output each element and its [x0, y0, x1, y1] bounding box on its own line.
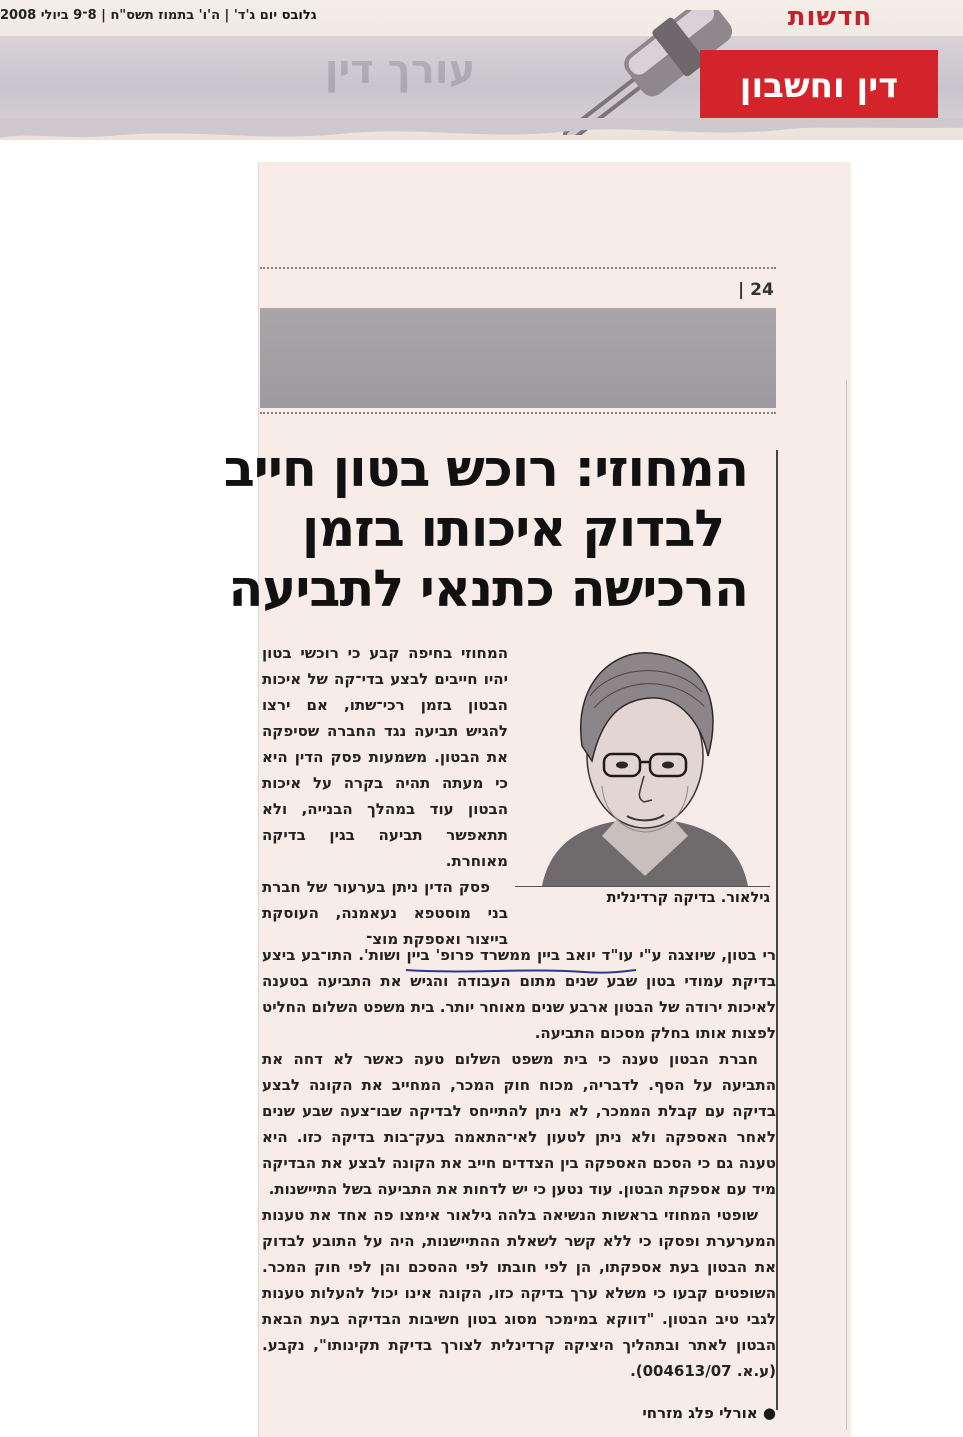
- news-label: חדשות: [787, 2, 873, 32]
- paragraph-1: המחוזי בחיפה קבע כי רוכשי בטון יהיו חייבים לבצע בדי־קה של איכות הבטון בזמן רכי־שתו, אם ירצו להגיש תביעה נגד החברה שסיפקה את הבטון. משמעות פסק הדין היא כי מעתה תהיה בקרה על איכות הבטון עוד במהלך הבנייה, ולא תתאפשר תביעה בגין בדיקה מאוחרת.: [262, 644, 508, 870]
- newspaper-header-strip: [0, 0, 963, 140]
- paper-date-line: יום ג'ד' | ה'ו' בתמוז תשס"ח | 8־9 ביולי 2008: [0, 8, 282, 23]
- paragraph-4: חברת הבטון טענה כי בית משפט השלום טעה כאשר לא דחה את התביעה על הסף. לדבריה, מכוח חוק המכר, המחייב את הקונה לבצע בדיקה עם קבלת הממכר, לא ניתן להתייחס לבדיקה שבו־צעה שבע שנים לאחר האספקה ולא ניתן לטעון לאי־התאמה בעק־בות בדיקה כזו. היא טענה גם כי הסכם האספקה בין הצדדים חייב את הקונה לבצע את הבדיקה מיד עם אספקת הבטון. עוד נטען כי יש לדחות את התביעה בשל התיישנות.: [262, 1050, 776, 1198]
- torn-edge: [0, 118, 963, 144]
- ghost-section-title: עורך דין: [324, 47, 476, 93]
- paragraph-3: רי בטון, שיוצגה ע"י עו"ד יואב ביין ממשרד פרופ' ביין ושות'. התו־בע ביצע בדיקת עמודי בטון שבע שנים מתום העבודה והגיש את התביעה בטענה לאיכות ירודה של הבטון ארבע שנים מאוחר יותר. בית משפט השלום החליט לפצות אותו בחלק מסכום התביעה.: [262, 946, 776, 1042]
- paragraph-5: שופטי המחוזי בראשות הנשיאה בלהה גילאור אימצו פה אחד את טענות המערערת ופסקו כי ללא קשר לשאלת ההתיישנות, היה על התובע לבדוק את הבטון בעת אספקתו, הן לפי חובתו לפי ההסכם והן לפי חוק המכר. השופטים קבעו כי משלא ערך בדיקה כזו, הקונה אינו יכול להעלות טענות לגבי טיב הבטון. "דווקא במימכר מסוג בטון חשיבות הבדיקה בעת הבאת הבטון לאתר ובתהליך היציקה קרדינלית לצורך בדיקת תקינותו", נקבע. (ע.א. 004613/07).: [262, 1206, 776, 1380]
- dotted-rule: [260, 267, 776, 269]
- headline-line-2: לבדוק איכותו בזמן: [301, 500, 725, 559]
- page-number: | 24: [738, 280, 774, 300]
- caption-rule: [515, 886, 770, 887]
- headline-line-1: המחוזי: רוכש בטון חייב: [223, 440, 748, 499]
- portrait-caption: גילאור. בדיקה קרדינלית: [606, 890, 770, 906]
- article-headline: [223, 440, 748, 626]
- pen-underline: [404, 966, 638, 976]
- grey-banner: [260, 308, 776, 408]
- fold-line: [846, 380, 847, 1430]
- article-body-wide: [262, 942, 776, 1412]
- dotted-rule-2: [260, 412, 776, 414]
- paper-brand: גלובס: [281, 8, 317, 23]
- article-frame-line: [776, 450, 778, 1410]
- article-body-narrow: [262, 640, 508, 948]
- article-byline: ● אורלי פלג מזרחי: [642, 1404, 776, 1422]
- section-title: דין וחשבון: [700, 50, 938, 122]
- headline-line-3: הרכישה כתנאי לתביעה: [228, 560, 748, 619]
- paper-info: [0, 8, 370, 30]
- portrait-illustration: [532, 636, 758, 886]
- paragraph-2: פסק הדין ניתן בערעור של חברת בני מוסטפא נעאמנה, העוסקת בייצור ואספקת מוצ־: [262, 878, 508, 948]
